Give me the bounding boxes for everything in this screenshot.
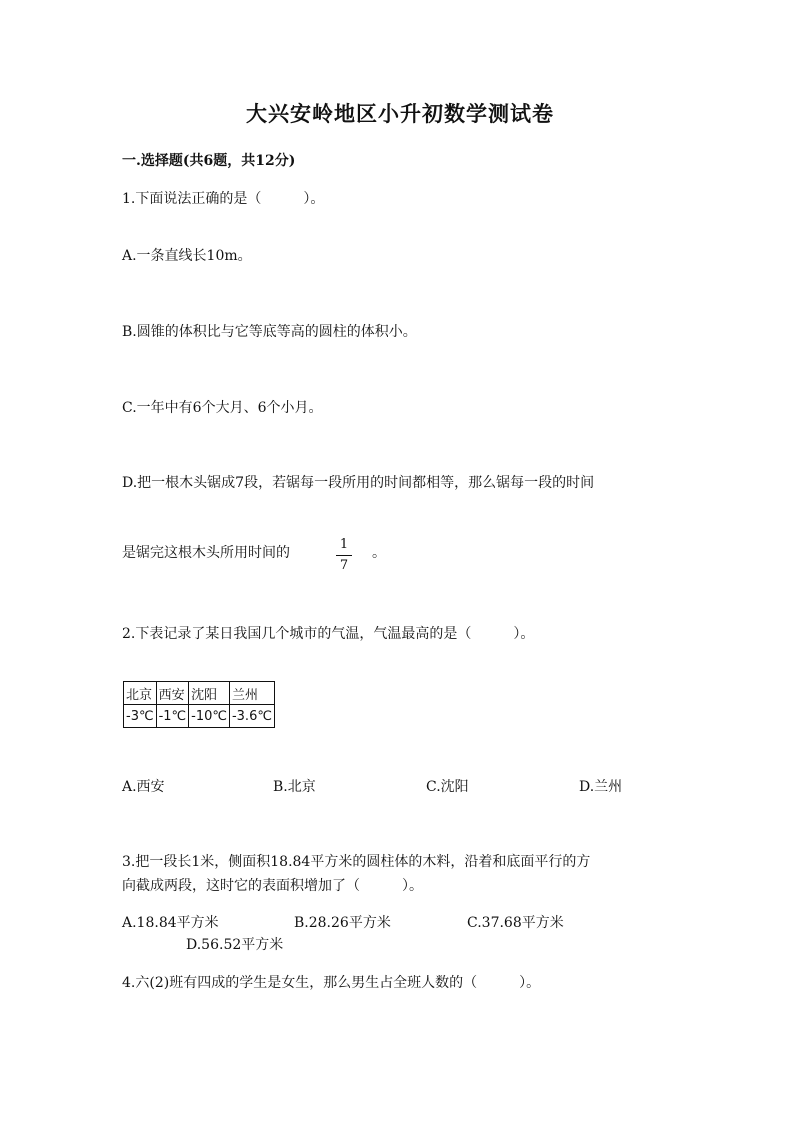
question-1-option-d-line2: 是锯完这根木头所用时间的 bbox=[122, 545, 290, 561]
table-cell-temperature: -3.6℃ bbox=[229, 705, 274, 728]
table-cell-temperature: -10℃ bbox=[189, 705, 230, 728]
question-3-stem-line2: 向截成两段，这时它的表面积增加了（ ）。 bbox=[122, 878, 423, 894]
table-cell-city: 北京 bbox=[124, 682, 157, 705]
question-1-option-a: A.一条直线长10m。 bbox=[122, 248, 252, 264]
question-2-option-c: C.沈阳 bbox=[426, 779, 469, 795]
table-cell-city: 兰州 bbox=[229, 682, 274, 705]
page-title: 大兴安岭地区小升初数学测试卷 bbox=[246, 101, 554, 126]
question-3-option-b: B.28.26平方米 bbox=[294, 915, 391, 931]
question-2-option-b: B.北京 bbox=[273, 779, 316, 795]
fraction-bar bbox=[336, 555, 352, 556]
question-3-option-d: D.56.52平方米 bbox=[186, 937, 284, 953]
question-2-option-a: A.西安 bbox=[122, 779, 165, 795]
question-1-option-d-line1: D.把一根木头锯成7段，若锯每一段所用的时间都相等，那么锯每一段的时间 bbox=[122, 475, 595, 491]
section-heading: 一.选择题(共6题，共12分) bbox=[122, 153, 296, 169]
question-1-option-c: C.一年中有6个大月、6个小月。 bbox=[122, 400, 323, 416]
fraction-numerator: 1 bbox=[339, 537, 349, 552]
table-cell-city: 沈阳 bbox=[189, 682, 230, 705]
question-1-option-d-end: 。 bbox=[372, 545, 386, 561]
question-2-stem: 2.下表记录了某日我国几个城市的气温，气温最高的是（ ）。 bbox=[122, 626, 535, 642]
question-3-option-a: A.18.84平方米 bbox=[122, 915, 219, 931]
fraction-one-seventh bbox=[336, 536, 352, 575]
question-1-stem: 1.下面说法正确的是（ ）。 bbox=[122, 191, 325, 207]
table-cell-city: 西安 bbox=[156, 682, 189, 705]
question-2-option-d: D.兰州 bbox=[579, 779, 623, 795]
table-row-cities bbox=[124, 682, 275, 705]
table-row-temperatures bbox=[124, 705, 275, 728]
temperature-table bbox=[123, 681, 275, 728]
question-3-option-c: C.37.68平方米 bbox=[467, 915, 564, 931]
question-4-stem: 4.六(2)班有四成的学生是女生，那么男生占全班人数的（ ）。 bbox=[122, 975, 541, 991]
question-1-option-b: B.圆锥的体积比与它等底等高的圆柱的体积小。 bbox=[122, 324, 417, 340]
table-cell-temperature: -3℃ bbox=[124, 705, 157, 728]
table-cell-temperature: -1℃ bbox=[156, 705, 189, 728]
fraction-denominator: 7 bbox=[339, 558, 349, 573]
question-3-stem-line1: 3.把一段长1米，侧面积18.84平方米的圆柱体的木料，沿着和底面平行的方 bbox=[122, 854, 591, 870]
